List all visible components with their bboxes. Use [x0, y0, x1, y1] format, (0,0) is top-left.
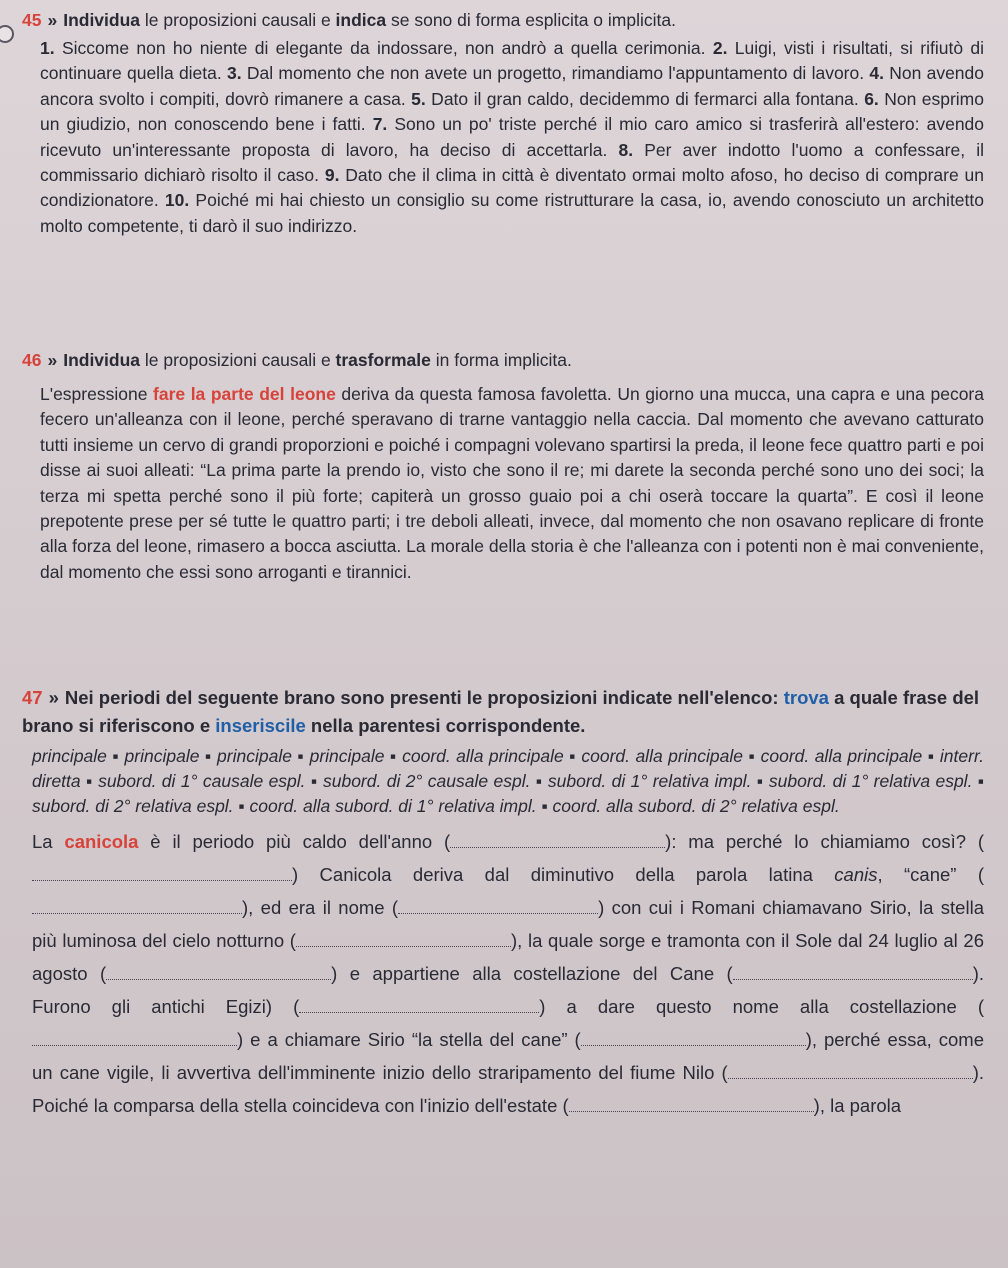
exercise-45 [22, 8, 984, 239]
answer-blank[interactable] [733, 961, 973, 980]
exercise-number: 45 [22, 10, 42, 30]
exercise-46 [22, 348, 984, 585]
answer-blank[interactable] [32, 895, 242, 914]
proposition-list: principale ▪ principale ▪ principale ▪ principale ▪ coord. alla principale ▪ coord. alla principale ▪ coord. alla principale ▪ interr. diretta ▪ subord. di 1° causale espl. ▪ subord. di 2° causale espl. ▪ subord. di 1° relativa impl. ▪ subord. di 1° relativa espl. ▪ subord. di 2° relativa espl. ▪ coord. alla subord. di 1° relativa impl. ▪ coord. alla subord. di 2° relativa espl. [32, 746, 984, 816]
answer-blank[interactable] [581, 1027, 806, 1046]
answer-blank[interactable] [106, 961, 331, 980]
exercise-47 [22, 684, 984, 1122]
answer-blank[interactable] [32, 1027, 237, 1046]
exercise-number: 47 [22, 687, 43, 708]
exercise-47-heading: 47 » Nei periodi del seguente brano sono presenti le proposizioni indicate nell'elenco: trova a quale frase del brano si riferiscono e inseriscile nella parentesi corrispondente. [22, 687, 980, 736]
exercise-46-text: L'espressione fare la parte del leone deriva da questa famosa favoletta. Un giorno una mucca, una capra e una pecora fecero un'alleanza con il leone, perché speravano di trarne vantaggio nella caccia. Dal momento che avevano catturato tutti insieme un cervo di grandi proporzioni e poiché i compagni volevano spartirsi la preda, il leone fece quattro parti e poi disse ai suoi alleati: “La prima parte la prendo io, visto che sono il re; mi darete la seconda perché sono uno dei soci; la terza mi spetta perché sono il più forte; capiterà un grosso guaio poi a chi oserà toccare la quarta”. E così il leone prepotente prese per sé tutte le quattro parti; i tre deboli alleati, invece, dal momento che non osavano replicare di fronte alla forza del leone, rimasero a bocca asciutta. La morale della storia è che l'alleanza con i potenti non è mai conveniente, dal momento che essi sono arroganti e tirannici. [40, 384, 984, 582]
exercise-45-text: 1. Siccome non ho niente di elegante da indossare, non andrò a quella cerimonia. 2. Luigi, visti i risultati, si rifiutò di continuare quella dieta. 3. Dal momento che non avete un progetto, rimandiamo l'appuntamento di lavoro. 4. Non avendo ancora svolto i compiti, dovrò rimanere a casa. 5. Dato il gran caldo, decidemmo di fermarci alla fontana. 6. Non esprimo un giudizio, non conoscendo bene i fatti. 7. Sono un po' triste perché il mio caro amico si trasferirà all'estero: avendo ricevuto un'interessante proposta di lavoro, ha deciso di accettarla. 8. Per aver indotto l'uomo a confessare, il commissario dichiarò risolto il caso. 9. Dato che il clima in città è diventato ormai molto afoso, ho deciso di comprare un condizionatore. 10. Poiché mi hai chiesto un consiglio su come ristrutturare la casa, io, avendo conosciuto un architetto molto competente, ti darò il suo indirizzo. [40, 38, 985, 236]
answer-blank[interactable] [450, 829, 665, 848]
double-arrow-icon: » [48, 687, 59, 708]
answer-blank[interactable] [299, 994, 539, 1013]
fill-in-passage: La canicola è il periodo più caldo dell'anno ( ): ma perché lo chiamiamo così? () Canicola deriva dal diminutivo della parola latina canis, “cane” (), ed era il nome ( ) con cui i Romani chiamavano Sirio, la stella più luminosa del cielo notturno ( ), la quale sorge e tramonta con il Sole dal 24 luglio al 26 agosto ( ) e appartiene alla costellazione del Cane ( ). Furono gli antichi Egizi) ( ) a dare questo nome alla costellazione () e a chiamare Sirio “la stella del cane” ( ), perché essa, come un cane vigile, li avvertiva dell'imminente inizio dello straripamento del fiume Nilo ( ). Poiché la comparsa della stella coincideva con l'inizio dell'estate ( ), la parola [32, 831, 984, 1116]
answer-blank[interactable] [398, 895, 598, 914]
answer-blank[interactable] [569, 1093, 814, 1112]
double-arrow-icon: » [47, 350, 58, 370]
double-arrow-icon: » [47, 10, 58, 30]
highlight-expression: fare la parte del leone [153, 384, 336, 404]
binder-hole [0, 25, 14, 43]
exercise-45-heading: 45 » Individua le proposizioni causali e indica se sono di forma esplicita o implicita. [22, 10, 676, 30]
answer-blank[interactable] [32, 862, 292, 881]
exercise-46-heading: 46 » Individua le proposizioni causali e trasformale in forma implicita. [22, 350, 572, 370]
answer-blank[interactable] [728, 1060, 973, 1079]
answer-blank[interactable] [296, 928, 511, 947]
exercise-number: 46 [22, 350, 42, 370]
